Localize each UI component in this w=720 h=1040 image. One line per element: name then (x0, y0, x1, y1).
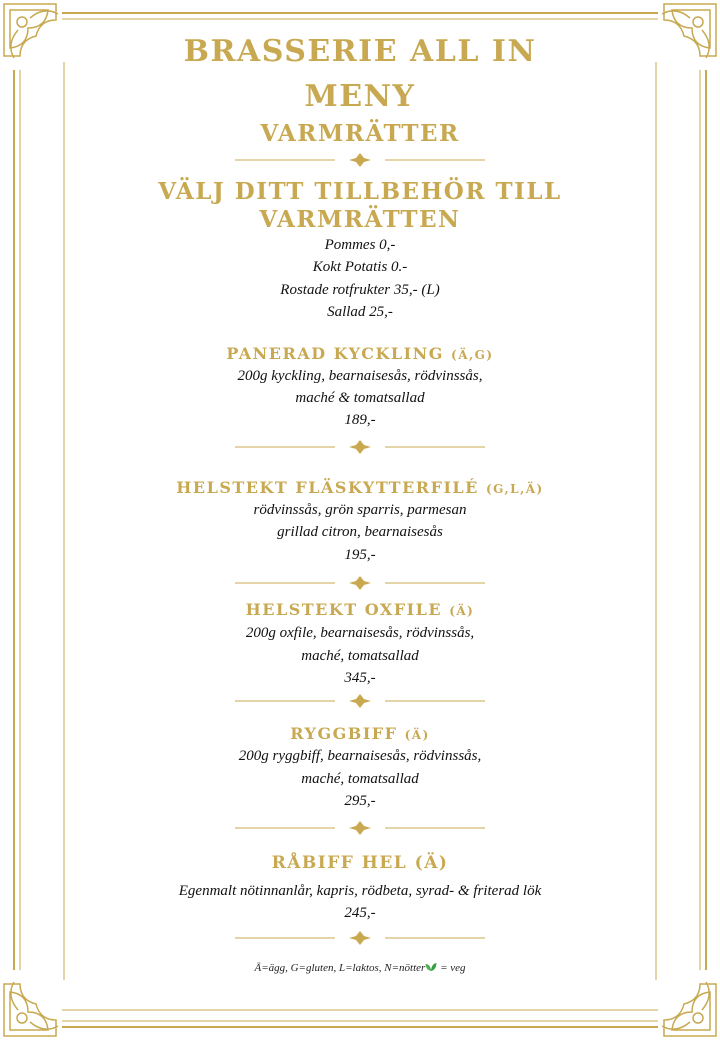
dish-title (0, 478, 720, 499)
restaurant-name: BRASSERIE ALL IN (183, 34, 537, 69)
dish-allergens: (Ä) (449, 604, 475, 618)
divider-ornament (235, 931, 485, 945)
dish-allergens: (Ä,G) (451, 348, 494, 362)
dish-price: 195,- (344, 547, 376, 563)
dish-price: 295,- (344, 793, 376, 809)
dish-description: 200g oxfile, bearnaisesås, rödvinssås, (245, 625, 475, 641)
sides-title-line1: VÄLJ DITT TILLBEHÖR TILL (158, 178, 562, 205)
dish-name: RYGGBIFF (290, 724, 398, 743)
dish-price: 345,- (344, 670, 376, 686)
dish-description: 200g ryggbiff, bearnaisesås, rödvinssås, (238, 748, 482, 764)
menu-title: MENY (304, 79, 416, 114)
divider-ornament (235, 153, 485, 167)
dish-name: HELSTEKT FLÄSKYTTERFILÉ (176, 478, 479, 497)
dish-name: HELSTEKT OXFILE (245, 600, 443, 619)
dish-description: grillad citron, bearnaisesås (277, 524, 443, 540)
dish-allergens: (Ä) (404, 728, 430, 742)
dish-price: 189,- (344, 412, 376, 428)
dish-description: Egenmalt nötinnanlår, kapris, rödbeta, syrad- & friterad lök (178, 883, 542, 899)
dish-description: rödvinssås, grön sparris, parmesan (253, 502, 467, 518)
divider-ornament (235, 576, 485, 590)
dish-title (0, 724, 720, 745)
side-item: Sallad 25,- (327, 304, 393, 320)
divider-ornament (235, 694, 485, 708)
leaf-icon (425, 962, 437, 972)
allergen-legend (0, 962, 720, 974)
side-item: Pommes 0,- (324, 237, 396, 253)
dish-name: RÅBIFF HEL (Ä) (271, 853, 449, 873)
dish-allergens: (G,L,Ä) (485, 482, 544, 496)
divider-ornament (235, 440, 485, 454)
divider-ornament (235, 821, 485, 835)
dish-title (0, 344, 720, 365)
sides-title-line2: VARMRÄTTEN (259, 206, 461, 233)
legend-veg: = veg (440, 962, 466, 974)
dish-description: 200g kyckling, bearnaisesås, rödvinssås, (237, 368, 483, 384)
dish-price: 245,- (344, 905, 376, 921)
dish-description: maché, tomatsallad (301, 771, 419, 787)
section-title: VARMRÄTTER (260, 120, 460, 147)
legend-text: Ä=ägg, G=gluten, L=laktos, N=nötter (254, 962, 426, 974)
dish-description: maché, tomatsallad (301, 648, 419, 664)
dish-name: PANERAD KYCKLING (226, 344, 444, 363)
side-item: Rostade rotfrukter 35,- (L) (280, 282, 440, 298)
dish-title (0, 600, 720, 621)
dish-description: maché & tomatsallad (295, 390, 425, 406)
dish-title (0, 853, 720, 873)
side-item: Kokt Potatis 0.- (312, 259, 408, 275)
